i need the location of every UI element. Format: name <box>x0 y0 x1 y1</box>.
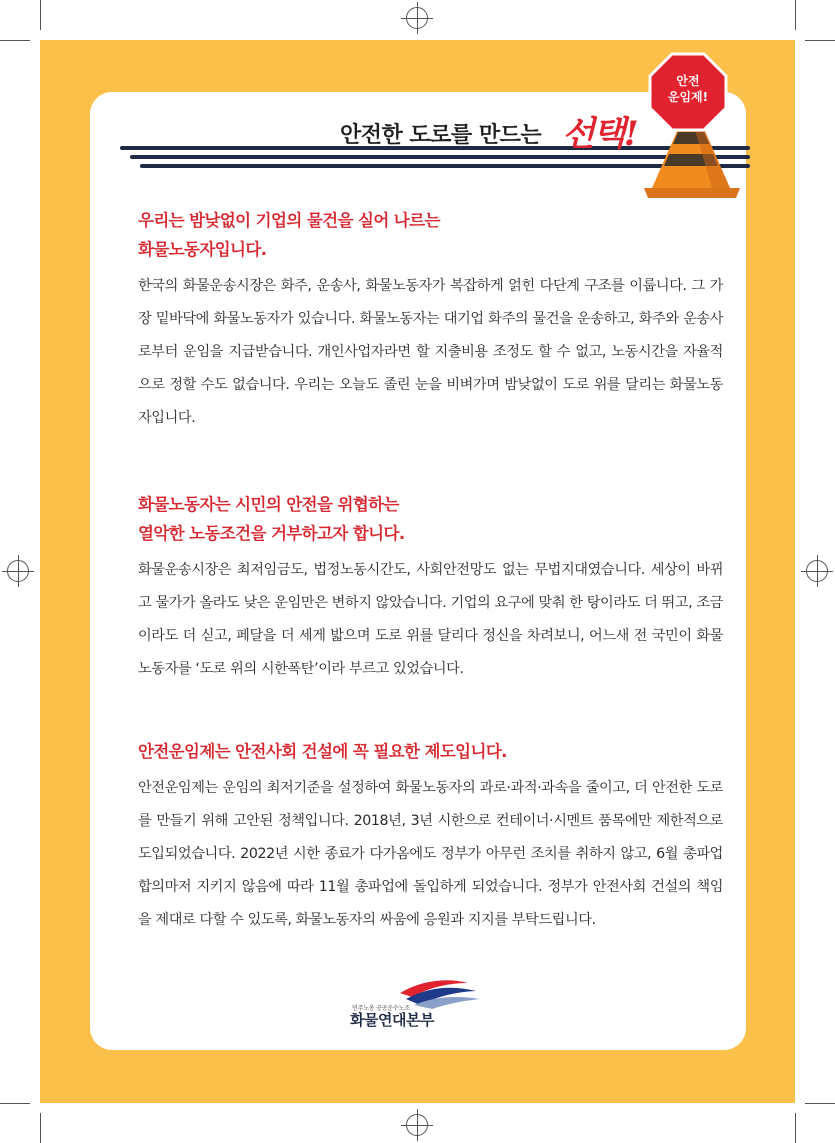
logo-subtitle: 민주노총 공공운수노조 <box>352 1005 410 1012</box>
crop-mark <box>0 40 30 41</box>
section-heading <box>138 737 723 766</box>
union-logo <box>340 975 490 1027</box>
section-heading <box>138 490 723 548</box>
registration-mark <box>406 1114 428 1136</box>
section-1 <box>138 206 723 435</box>
section-heading <box>138 206 723 264</box>
badge-line: 안전 <box>676 74 700 88</box>
page-title <box>340 110 660 170</box>
title-text: 안전한 도로를 만드는 <box>340 123 542 148</box>
section-body: 한국의 화물운송시장은 화주, 운송사, 화물노동자가 복잡하게 얽힌 다단계 구조를 이룹니다. 그 가장 밑바닥에 화물노동자가 있습니다. 화물노동자는 대기업 화주의 물건을 운송하고, 화주와 운송사로부터 운임을 지급받습니다. 개인사업자라면 할 지출비용 조정도 할 수 없고, 노동시간을 자율적으로 정할 수도 없습니다. 우리는 오늘도 졸린 눈을 비벼가며 밤낮없이 도로 위를 달리는 화물노동자입니다. <box>138 278 723 426</box>
crop-mark <box>40 0 41 30</box>
crop-mark <box>795 1113 796 1143</box>
registration-mark <box>7 560 29 582</box>
heading-line: 화물노동자는 시민의 안전을 위협하는 <box>138 495 399 514</box>
safety-badge <box>648 52 728 132</box>
registration-mark <box>806 560 828 582</box>
heading-line: 우리는 밤낮없이 기업의 물건을 실어 나르는 <box>138 211 440 230</box>
crop-mark <box>805 1103 835 1104</box>
crop-mark <box>40 1113 41 1143</box>
section-body: 안전운임제는 운임의 최저기준을 설정하여 화물노동자의 과로·과적·과속을 줄이고, 더 안전한 도로를 만들기 위해 고안된 정책입니다. 2018년, 3년 시한으로 컨테이너·시멘트 품목에만 제한적으로 도입되었습니다. 2022년 시한 종료가 다가옴에도 정부가 아무런 조치를 취하지 않고, 6월 총파업 합의마저 지키지 않음에 따라 11월 총파업에 돌입하게 되었습니다. 정부가 안전사회 건설의 책임을 제대로 다할 수 있도록, 화물노동자의 싸움에 응원과 지지를 부탁드립니다. <box>138 780 723 928</box>
crop-mark <box>805 40 835 41</box>
section-2 <box>138 490 723 686</box>
section-3 <box>138 737 723 937</box>
crop-mark <box>795 0 796 30</box>
title-accent: 선택! <box>562 114 637 154</box>
logo-name: 화물연대본부 <box>350 1011 434 1029</box>
registration-mark <box>406 7 428 29</box>
badge-line: 운임제! <box>667 90 709 104</box>
heading-line: 안전운임제는 안전사회 건설에 꼭 필요한 제도입니다. <box>138 742 507 761</box>
heading-line: 화물노동자입니다. <box>138 240 267 259</box>
crop-mark <box>0 1103 30 1104</box>
heading-line: 열악한 노동조건을 거부하고자 합니다. <box>138 524 405 543</box>
section-body: 화물운송시장은 최저임금도, 법정노동시간도, 사회안전망도 없는 무법지대였습니다. 세상이 바뀌고 물가가 올라도 낮은 운임만은 변하지 않았습니다. 기업의 요구에 맞춰 한 탕이라도 더 뛰고, 조금이라도 더 싣고, 페달을 더 세게 밟으며 도로 위를 달리다 정신을 차려보니, 어느새 전 국민이 화물노동자를 ‘도로 위의 시한폭탄’이라 부르고 있었습니다. <box>138 562 723 677</box>
